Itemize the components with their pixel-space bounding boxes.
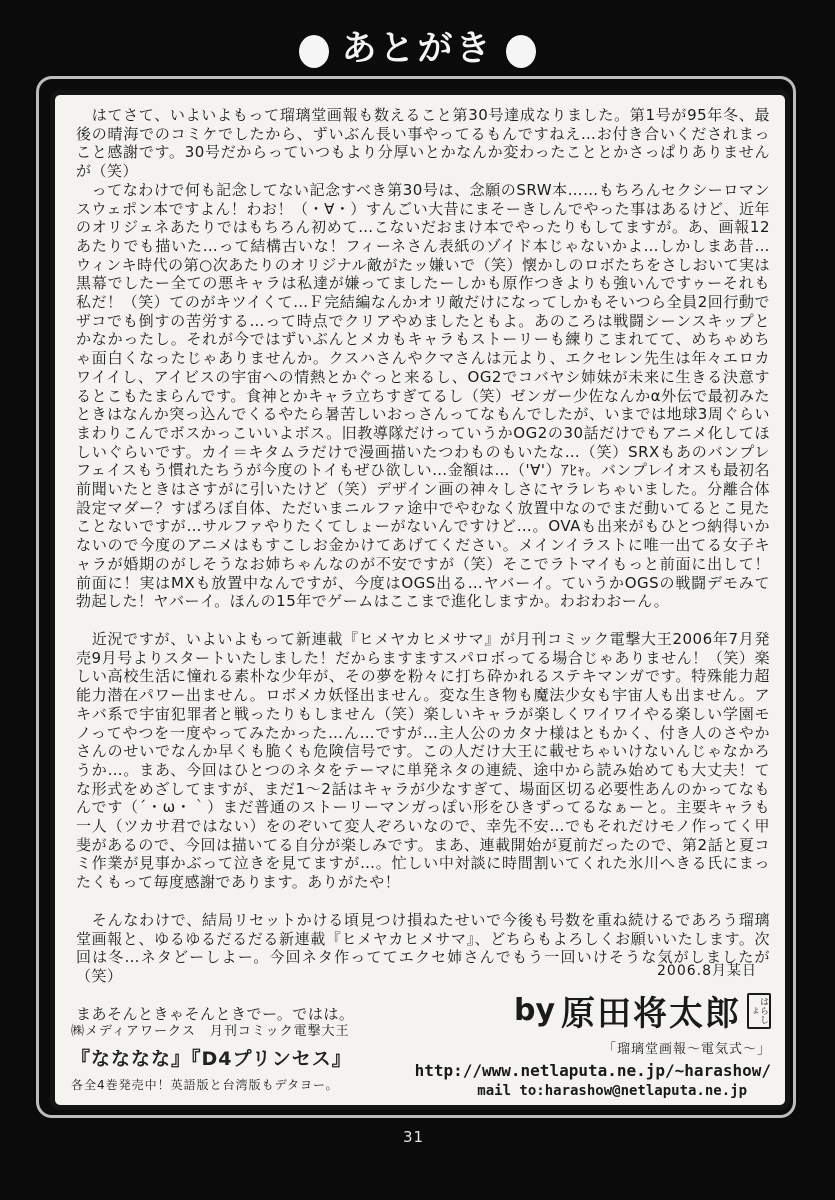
- title-right-dot-icon: [506, 35, 536, 68]
- title-left-dot-icon: [299, 35, 329, 68]
- page-title: あとがき: [341, 29, 494, 69]
- works-titles-line: 『なななな』『D4プリンセス』: [71, 1048, 352, 1070]
- afterword-paragraph: そんなわけで、結局リセットかける頃見つけ損ねたせいで今後も号数を重ね続けるであろう瑠璃堂画報と、ゆるゆるだるだる新連載『ヒメヤカヒメサマ』、どちらもよろしくお願いいたします。次回は冬…ネタどーしよー。今回ネタ作っててエクセ姉さんでもう一回いけそうな気がしましたが（笑）: [76, 910, 770, 985]
- series-title: 「瑠璃堂画報〜電気式〜」: [602, 1042, 771, 1057]
- afterword-title: [0, 29, 835, 69]
- publisher-line: ㈱メディアワークス 月刊コミック電撃大王: [71, 1024, 350, 1039]
- availability-line: 各全4巻発売中！英語版と台湾版もデタヨー。: [71, 1078, 339, 1092]
- afterword-paragraph: はてさて、いよいよもって瑠璃堂画報も数えること第30号達成なりました。第1号が95年冬、最後の晴海でのコミケでしたから、ずいぶん長い事やってるもんですねえ…お付き合いくだされまっこと感謝です。30号だからっていつもより分厚いとかなんか変わったこととかさっぱりありませんが（笑）: [76, 106, 770, 181]
- byline-prefix: by: [513, 993, 555, 1028]
- afterword-paragraph: まあそんときゃそんときでー。ではは。: [76, 1004, 355, 1023]
- afterword-paragraph: ってなわけで何も記念してない記念すべき第30号は、念願のSRW本……もちろんセクシーロマンスウェポン本ですよん！わお！（・∀・）すんごい大昔にまそーきしんでやった事はあるけど、近年のオリジェネあたりではもちろん初めて…こないだおまけ本でやったりもしてますが。あ、画報12あたりでも描いた…って結構古いな！フィーネさん表紙のゾイド本じゃないかよ…しかしまあ昔…ウィンキ時代の第○次あたりのオリジナル敵がたッ嫌いで（笑）懐かしのロボたちをさしおいて実は黒幕でしたー全ての悪キャラは私達が嫌ってましたーしかも原作つきよりも強いんですゥーそれも私だ！（笑）てのがキツイくて…Ｆ完結編なんかオリ敵だけになってしかもそいつら全員2回行動でザコでも倒すの苦労する…って時点でクリアやめましたともよ。あのころは戦闘シーンスキップとかなかったし。それが今ではずいぶんとメカもキャラもストーリーも練りこまれてて、めちゃめちゃ面白くなったじゃありませんか。クスハさんやクマさんは元より、エクセレン先生は年々エロカワイイし、アイビスの宇宙への情熱とかぐっと来るし、OG2でコバヤシ姉妹が未来に生きる決意するとこもたまらんです。食神とかキャラ立ちすぎてるし（笑）ゼンガー少佐なんかα外伝で最初みたときはなんか突っ込んでくるやたら暑苦しいおっさんってなもんでしたが、いまでは地球3周ぐらいまわりこんでボスかっこいいよボス。旧教導隊だけっていうかOG2の30話だけでもアニメ化してほしいぐらいです。カイ＝キタムラだけで漫画描いたつわものもいたな…（笑）SRXもあのバンプレフェイスもう慣れたちうが今度のトイもぜひ欲しい…金額は…（'∀'）ｱﾋｬ。バンプレイオスも最初名前聞いたときはさすがに引いたけど（笑）デザイン画の神々しさにヤラレちゃいました。分離合体設定マダー？すぱろぼ自体、ただいまニルファ途中でやむなく放置中なのでまだ動いてるとこ見たことないですが…サルファやりたくてしょーがないんですけど…。OVAも出来がもひとつ納得いかないので今度のアニメはもすこしお金かけてあげてください。メインイラストに唯一出てる女子キャラが婚期のがしそうなお姉ちゃんなのが不安ですが（笑）そこでラトマイもっと前面に出して！前面に！実はMXも放置中なんですが、今度はOGS出る…ヤバーイ。ていうかOGSの戦闘デモみて勃起した！ヤバーイ。ほんの15年でゲームはここまで進化しますか。わおわおーん。: [76, 180, 770, 611]
- afterword-text: [76, 106, 770, 1023]
- author-name: 原田将太郎: [561, 994, 741, 1034]
- afterword-paragraph: 近況ですが、いよいよもって新連載『ヒメヤカヒメサマ』が月刊コミック電撃大王2006年7月発売9月号よりスタートいたしました！だからますますスパロボってる場合じゃありません！（笑）楽しい高校生活に憧れる素朴な少年が、その夢を粉々に打ち砕かれるステキマンガです。特殊能力超能力潜在パワー出ません。ロボメカ妖怪出ません。変な生き物も魔法少女も宇宙人も出ません。アキバ系で宇宙犯罪者と戦ったりもしません（笑）楽しいキャラが楽しくワイワイやる楽しい学園モノってやつを一度やってみたかった…ん…ですが…主人公のカタナ様はともかく、付き人のさやかさんのせいでなんか早くも脆くも危険信号です。この人だけ大王に載せちゃいけないんじゃなかろうか…。まあ、今回はひとつのネタをテーマに単発ネタの連続、途中から読み始めても大丈夫！てな形式をめざしてますが、まだ1〜2話はキャラが少なすぎて、場面区切る必要性あんのかってなもんです（´・ω・｀）まだ普通のストーリーマンガっぽい形をひきずってるなぁーと。主要キャラも一人（ツカサ君ではない）をのぞいて変人ぞろいなので、幸先不安…でもそれだけモノ作ってく甲斐があるので、今回は描いてる自分が楽しみです。まあ、連載開始が夏前だったので、第2話と夏コミ作業が見事かぶって泣きを見てますが…。忙しい中対談に時間割いてくれた氷川へきる氏にまったくもって毎度感謝であります。ありがたや！: [76, 629, 770, 892]
- email-address: mail to:harashow@netlaputa.ne.jp: [477, 1083, 747, 1099]
- page-number: 31: [403, 1128, 425, 1146]
- afterword-panel: [50, 90, 790, 1110]
- credits-block: [415, 960, 771, 1099]
- credit-date: 2006.8月某日: [657, 963, 757, 979]
- byline-row: [415, 986, 771, 1035]
- works-info-block: [71, 1020, 352, 1093]
- author-hanko-stamp: はらしょ: [747, 993, 771, 1029]
- website-url: http://www.netlaputa.ne.jp/~harashow/: [414, 1061, 771, 1080]
